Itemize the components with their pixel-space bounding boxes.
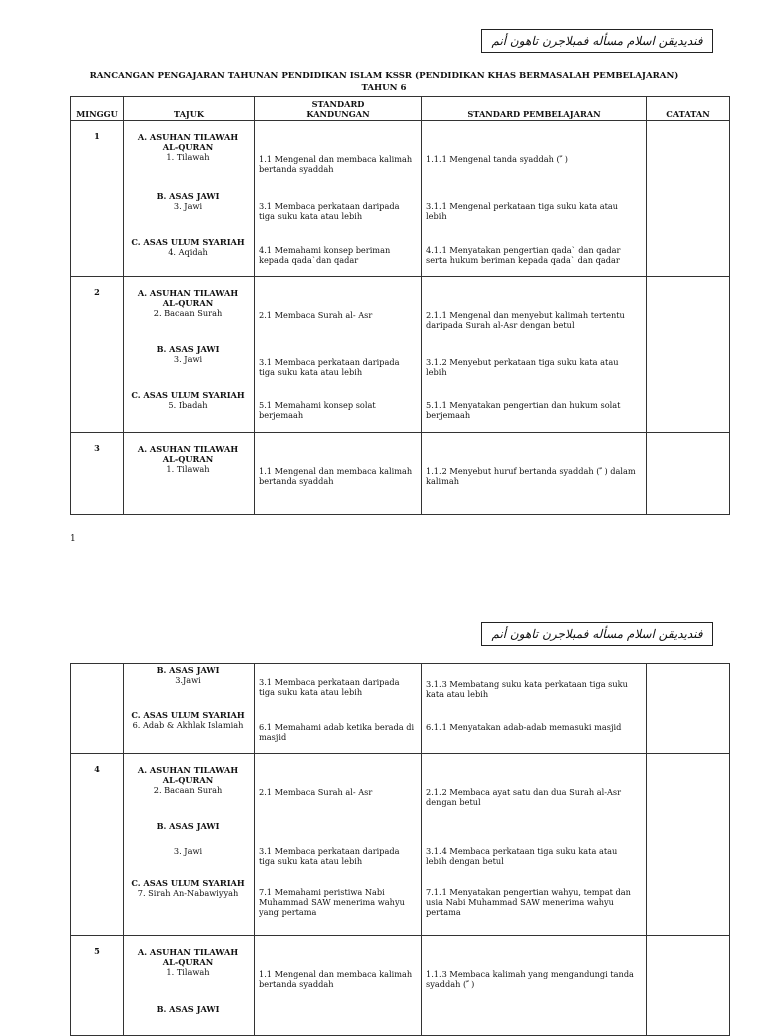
tajuk-heading: AL-QURAN (162, 775, 214, 785)
tajuk-block (128, 1004, 248, 1014)
kandungan-text: 3.1 Membaca perkataan daripada tiga suku kata atau lebih (259, 201, 400, 221)
table-row (71, 936, 730, 1036)
tajuk-sub: 3. Jawi (173, 354, 203, 364)
tajuk-heading: C. ASAS ULUM SYARIAH (131, 878, 245, 888)
col-standard-kandungan (255, 97, 422, 121)
minggu-cell (71, 664, 124, 754)
pembelajaran-text: 3.1.3 Membatang suku kata perkataan tiga suku kata atau lebih (426, 679, 628, 699)
tajuk-block (128, 444, 248, 474)
kandungan-cell (255, 936, 422, 1036)
tajuk-sub: 6. Adab & Akhlak Islamiah (132, 720, 244, 730)
tajuk-sub: 1. Tilawah (166, 464, 210, 474)
tajuk-sub: 3.Jawi (175, 675, 201, 685)
tajuk-heading: B. ASAS JAWI (156, 344, 220, 354)
kandungan-text: 1.1 Mengenal dan membaca kalimah bertanda syaddah (259, 969, 413, 989)
tajuk-block (128, 821, 248, 831)
tajuk-heading: C. ASAS ULUM SYARIAH (131, 237, 245, 247)
pembelajaran-text: 3.1.4 Membaca perkataan tiga suku kata atau lebih dengan betul (426, 846, 618, 866)
tajuk-heading: AL-QURAN (162, 454, 214, 464)
plan-table-page-2 (70, 663, 730, 1036)
tajuk-block (128, 947, 248, 977)
minggu-cell: 2 (71, 277, 124, 433)
tajuk-heading: B. ASAS JAWI (156, 1004, 220, 1014)
tajuk-cell (124, 664, 255, 754)
catatan-cell (647, 277, 730, 433)
pembelajaran-cell (422, 121, 647, 277)
catatan-cell (647, 936, 730, 1036)
tajuk-block (128, 878, 248, 898)
tajuk-heading: B. ASAS JAWI (156, 191, 220, 201)
tajuk-sub: 3. Jawi (173, 846, 203, 856)
pembelajaran-cell (422, 754, 647, 936)
tajuk-heading: A. ASUHAN TILAWAH (137, 288, 239, 298)
pembelajaran-text: 7.1.1 Menyatakan pengertian wahyu, tempat dan usia Nabi Muhammad SAW menerima wahyu pertama (426, 887, 631, 917)
tajuk-heading: AL-QURAN (162, 298, 214, 308)
table-row (71, 754, 730, 936)
kandungan-text: 2.1 Membaca Surah al- Asr (259, 310, 373, 320)
kandungan-text: 1.1 Mengenal dan membaca kalimah bertanda syaddah (259, 154, 413, 174)
kandungan-cell (255, 754, 422, 936)
tajuk-heading: AL-QURAN (162, 957, 214, 967)
kandungan-cell (255, 433, 422, 515)
tajuk-heading: AL-QURAN (162, 142, 214, 152)
pembelajaran-text: 1.1.3 Membaca kalimah yang mengandungi tanda syaddah ( ّ ) (426, 969, 634, 989)
tajuk-block (128, 846, 248, 856)
pembelajaran-text: 2.1.2 Membaca ayat satu dan dua Surah al-Asr dengan betul (426, 787, 621, 807)
tajuk-heading: A. ASUHAN TILAWAH (137, 132, 239, 142)
tajuk-cell (124, 433, 255, 515)
table-row (71, 277, 730, 433)
tajuk-sub: 3. Jawi (173, 201, 203, 211)
kandungan-cell (255, 277, 422, 433)
tajuk-sub: 1. Tilawah (166, 967, 210, 977)
tajuk-sub: 4. Aqidah (168, 247, 208, 257)
tajuk-sub: 2. Bacaan Surah (153, 308, 223, 318)
tajuk-sub: 1. Tilawah (166, 152, 210, 162)
tajuk-block (128, 344, 248, 364)
pembelajaran-text: 1.1.1 Mengenal tanda syaddah ( ّ ) (426, 154, 568, 164)
kandungan-text: 2.1 Membaca Surah al- Asr (259, 787, 373, 797)
tajuk-heading: A. ASUHAN TILAWAH (137, 765, 239, 775)
pembelajaran-text: 2.1.1 Mengenal dan menyebut kalimah tertentu daripada Surah al-Asr dengan betul (426, 310, 625, 330)
table-header-row (71, 97, 730, 121)
tajuk-sub: 2. Bacaan Surah (153, 785, 223, 795)
tajuk-heading: C. ASAS ULUM SYARIAH (131, 390, 245, 400)
col-minggu: MINGGU (71, 97, 124, 121)
tajuk-cell (124, 277, 255, 433)
pembelajaran-text: 5.1.1 Menyatakan pengertian dan hukum solat berjemaah (426, 400, 621, 420)
header-banner: فنديديقن اسلام مسأله فمبلاجرن تاهون أنم (481, 622, 713, 646)
kandungan-text: 3.1 Membaca perkataan daripada tiga suku kata atau lebih (259, 357, 400, 377)
pembelajaran-text: 6.1.1 Menyatakan adab-adab memasuki masjid (426, 722, 622, 732)
minggu-cell: 5 (71, 936, 124, 1036)
col-catatan: CATATAN (647, 97, 730, 121)
tajuk-block (128, 765, 248, 795)
tajuk-heading: C. ASAS ULUM SYARIAH (131, 710, 245, 720)
kandungan-text: 4.1 Memahami konsep beriman kepada qada`dan qadar (259, 245, 391, 265)
tajuk-heading: B. ASAS JAWI (156, 665, 220, 675)
pembelajaran-cell (422, 433, 647, 515)
pembelajaran-text: 4.1.1 Menyatakan pengertian qada` dan qadar serta hukum beriman kepada qada` dan qadar (426, 245, 621, 265)
tajuk-block (128, 665, 248, 685)
tajuk-block (128, 237, 248, 257)
catatan-cell (647, 433, 730, 515)
tajuk-block (128, 191, 248, 211)
tajuk-block (128, 390, 248, 410)
kandungan-text: 7.1 Memahami peristiwa Nabi Muhammad SAW menerima wahyu yang pertama (259, 887, 405, 917)
tajuk-cell (124, 121, 255, 277)
catatan-cell (647, 754, 730, 936)
catatan-cell (647, 664, 730, 754)
tajuk-sub: 5. Ibadah (168, 400, 208, 410)
pembelajaran-cell (422, 664, 647, 754)
kandungan-text: 3.1 Membaca perkataan daripada tiga suku kata atau lebih (259, 846, 400, 866)
minggu-cell: 1 (71, 121, 124, 277)
tajuk-heading: A. ASUHAN TILAWAH (137, 444, 239, 454)
col-sk-line1: STANDARD (311, 99, 365, 109)
header-banner: فنديديقن اسلام مسأله فمبلاجرن تاهون أنم (481, 29, 713, 53)
table-row (71, 121, 730, 277)
pembelajaran-text: 3.1.2 Menyebut perkataan tiga suku kata atau lebih (426, 357, 619, 377)
doc-title: RANCANGAN PENGAJARAN TAHUNAN PENDIDIKAN ISLAM KSSR (PENDIDIKAN KHAS BERMASALAH PEMBELAJARAN) (89, 71, 679, 81)
tajuk-block (128, 132, 248, 162)
tajuk-block (128, 710, 248, 730)
catatan-cell (647, 121, 730, 277)
kandungan-text: 3.1 Membaca perkataan daripada tiga suku kata atau lebih (259, 677, 400, 697)
col-tajuk: TAJUK (124, 97, 255, 121)
doc-subtitle: TAHUN 6 (361, 83, 407, 93)
table-row (71, 433, 730, 515)
kandungan-text: 6.1 Memahami adab ketika berada di masjid (259, 722, 415, 742)
kandungan-cell (255, 664, 422, 754)
minggu-cell: 4 (71, 754, 124, 936)
kandungan-cell (255, 121, 422, 277)
pembelajaran-cell (422, 277, 647, 433)
tajuk-sub: 7. Sirah An-Nabawiyyah (137, 888, 239, 898)
tajuk-block (128, 288, 248, 318)
pembelajaran-text: 3.1.1 Mengenal perkataan tiga suku kata atau lebih (426, 201, 619, 221)
tajuk-cell (124, 754, 255, 936)
tajuk-cell (124, 936, 255, 1036)
minggu-cell: 3 (71, 433, 124, 515)
pembelajaran-text: 1.1.2 Menyebut huruf bertanda syaddah ( ّ ) dalam kalimah (426, 466, 636, 486)
kandungan-text: 1.1 Mengenal dan membaca kalimah bertanda syaddah (259, 466, 413, 486)
pembelajaran-cell (422, 936, 647, 1036)
table-row (71, 664, 730, 754)
tajuk-heading: A. ASUHAN TILAWAH (137, 947, 239, 957)
kandungan-text: 5.1 Memahami konsep solat berjemaah (259, 400, 376, 420)
page-number: 1 (70, 534, 76, 544)
tajuk-heading: B. ASAS JAWI (156, 821, 220, 831)
col-sk-line2: KANDUNGAN (306, 109, 370, 119)
plan-table-page-1 (70, 96, 730, 515)
col-standard-pembelajaran: STANDARD PEMBELAJARAN (422, 97, 647, 121)
